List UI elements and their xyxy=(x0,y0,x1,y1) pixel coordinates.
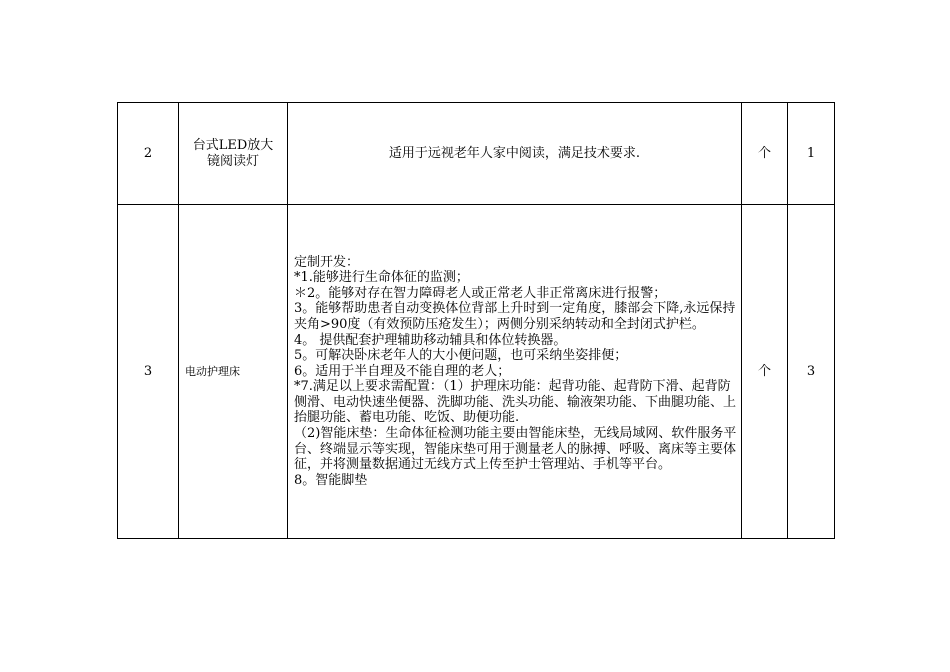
unit-value: 个 xyxy=(757,145,771,161)
quantity-value: 3 xyxy=(806,363,816,379)
description-line: 适用于远视老年人家中阅读，满足技术要求. xyxy=(388,145,641,161)
description-line: 4。 提供配套护理辅助移动辅具和体位转换器。 xyxy=(294,332,567,348)
unit-cell xyxy=(742,205,788,539)
item-name-line: 台式LED放大 xyxy=(192,137,274,153)
row-number-cell xyxy=(118,205,179,539)
description-line: 5。可解决卧床老年人的大小便问题，也可采纳坐姿排便； xyxy=(294,348,628,364)
unit-cell xyxy=(742,103,788,205)
table-row xyxy=(118,103,835,205)
description-line: （2)智能床垫：生命体征检测功能主要由智能床垫，无线局域网、软件服务平台、终端显示等实现，智能床垫可用于测量老人的脉搏、呼吸、离床等主要体征，并将测量数据通过无线方式上传至护士管理站、手机等平台。 xyxy=(294,426,737,473)
description-line: 8。智能脚垫 xyxy=(294,472,368,488)
unit-value: 个 xyxy=(757,363,771,379)
quantity-value: 1 xyxy=(806,145,816,161)
quantity-cell xyxy=(788,205,835,539)
item-name-line: 电动护理床 xyxy=(185,364,240,378)
item-name-cell xyxy=(179,103,288,205)
equipment-spec-table xyxy=(117,102,835,539)
quantity-cell xyxy=(788,103,835,205)
item-description-cell xyxy=(288,103,742,205)
description-line: ＊2。能够对存在智力障碍老人或正常老人非正常离床进行报警； xyxy=(294,285,667,301)
description-line: *7.满足以上要求需配置：（1）护理床功能：起背功能、起背防下滑、起背防侧滑、电动快速坐便器、洗脚功能、洗头功能、输液架功能、下曲腿功能、上抬腿功能、蓄电功能、吃饭、助便功能. xyxy=(294,379,737,426)
item-name-cell xyxy=(179,205,288,539)
row-number: 2 xyxy=(143,145,153,161)
row-number: 3 xyxy=(143,363,153,379)
description-line: *1.能够进行生命体征的监测； xyxy=(294,270,469,286)
description-line: 6。适用于半自理及不能自理的老人； xyxy=(294,363,511,379)
item-description-cell xyxy=(288,205,742,539)
description-line: 定制开发： xyxy=(294,254,360,270)
table-row xyxy=(118,205,835,539)
description-line: 3。能够帮助患者自动变换体位背部上升时到一定角度，膝部会下降,永远保持夹角>90度（有效预防压疮发生）；两侧分别采纳转动和全封闭式护栏。 xyxy=(294,301,736,332)
item-name-line: 镜阅读灯 xyxy=(206,153,259,169)
row-number-cell xyxy=(118,103,179,205)
